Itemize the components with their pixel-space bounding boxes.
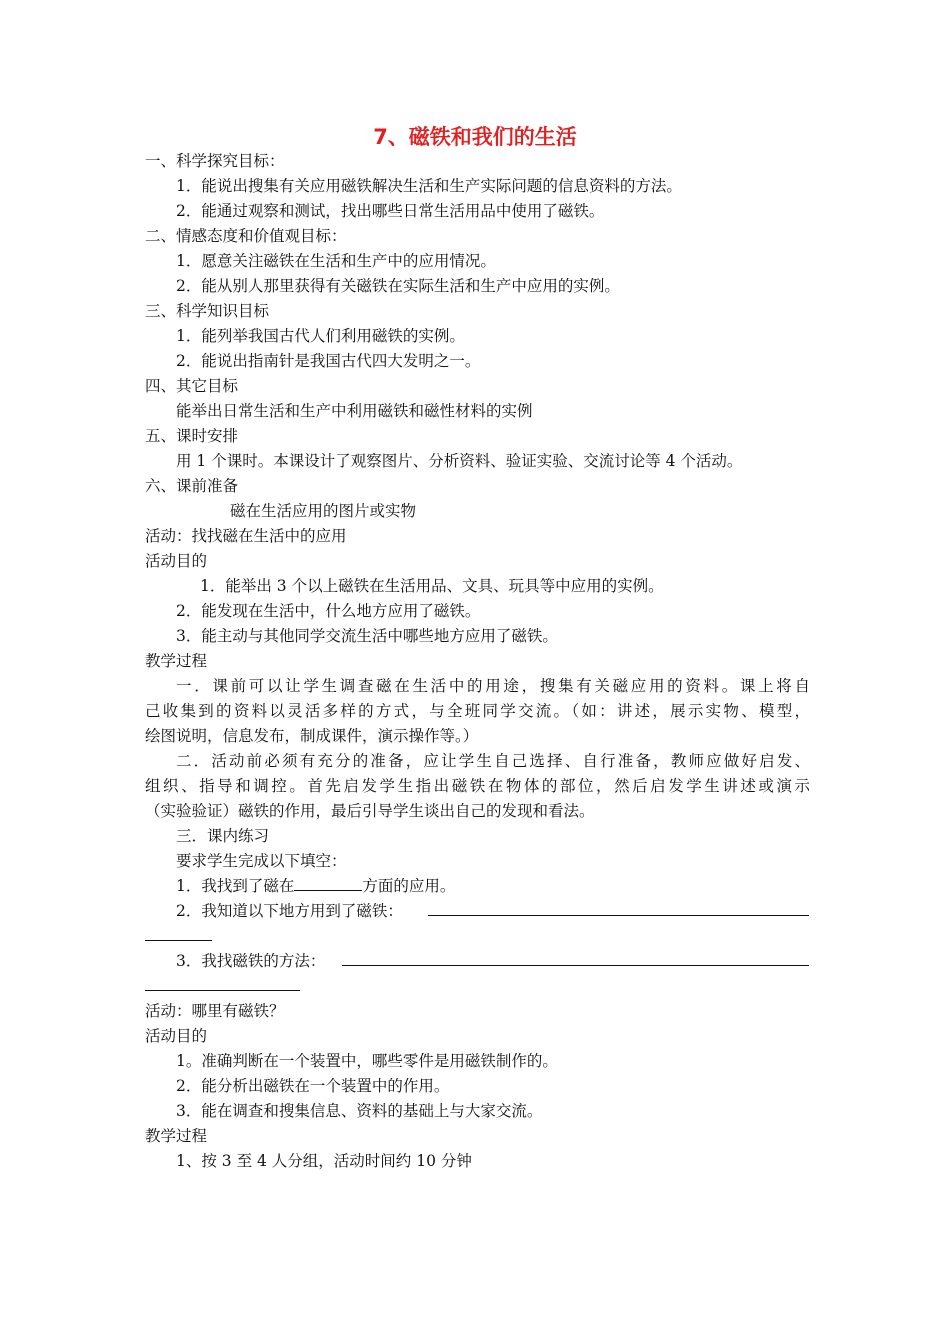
list-item: 1．能说出搜集有关应用磁铁解决生活和生产实际问题的信息资料的方法。 <box>176 177 682 195</box>
subsection-heading: 活动目的 <box>145 552 208 570</box>
paragraph: 要求学生完成以下填空： <box>176 852 347 870</box>
document-title: 7、磁铁和我们的生活 <box>373 125 577 149</box>
list-item: 1．能举出 3 个以上磁铁在生活用品、文具、玩具等中应用的实例。 <box>200 577 664 595</box>
fill-in-blank <box>145 989 300 991</box>
list-item: 1．能列举我国古代人们利用磁铁的实例。 <box>176 327 465 345</box>
list-item: 2．能分析出磁铁在一个装置中的作用。 <box>176 1077 450 1095</box>
paragraph-line: 组织、指导和调控。首先启发学生指出磁铁在物体的部位，然后启发学生讲述或演示 <box>145 777 810 795</box>
list-item: 2．能说出指南针是我国古代四大发明之一。 <box>176 352 481 370</box>
list-item: 3．能在调查和搜集信息、资料的基础上与大家交流。 <box>176 1102 543 1120</box>
paragraph-line: 绘图说明，信息发布，制成课件，演示操作等。） <box>145 727 479 745</box>
section-heading: 一、科学探究目标： <box>145 152 285 170</box>
fill-in-prompt: 2．我知道以下地方用到了磁铁： <box>176 902 403 920</box>
paragraph: 磁在生活应用的图片或实物 <box>230 502 417 520</box>
fill-in-prompt: 3．我找磁铁的方法： <box>176 952 326 970</box>
subsection-heading: 教学过程 <box>145 1127 208 1145</box>
fill-in-blank <box>145 939 212 941</box>
paragraph-line: （实验验证）磁铁的作用，最后引导学生谈出自己的发现和看法。 <box>145 802 595 820</box>
subsection-heading: 三．课内练习 <box>176 827 270 845</box>
paragraph-line: 二．活动前必须有充分的准备，应让学生自己选择、自行准备，教师应做好启发、 <box>176 752 810 770</box>
fill-in-suffix: 方面的应用。 <box>362 877 456 895</box>
fill-in-item <box>176 874 841 899</box>
section-heading: 四、其它目标 <box>145 377 239 395</box>
fill-in-blank <box>428 914 809 916</box>
paragraph: 能举出日常生活和生产中利用磁铁和磁性材料的实例 <box>176 402 533 420</box>
fill-in-prompt: 1．我找到了磁在 <box>176 877 295 895</box>
subsection-heading: 教学过程 <box>145 652 208 670</box>
section-heading: 六、课前准备 <box>145 477 239 495</box>
list-item: 1。准确判断在一个装置中，哪些零件是用磁铁制作的。 <box>176 1052 558 1070</box>
list-item: 2．能发现在生活中，什么地方应用了磁铁。 <box>176 602 481 620</box>
subsection-heading: 活动目的 <box>145 1027 208 1045</box>
section-heading: 三、科学知识目标 <box>145 302 270 320</box>
section-heading: 五、课时安排 <box>145 427 239 445</box>
fill-in-blank <box>294 874 362 891</box>
paragraph: 1、按 3 至 4 人分组，活动时间约 10 分钟 <box>176 1152 472 1170</box>
list-item: 1．愿意关注磁铁在生活和生产中的应用情况。 <box>176 252 496 270</box>
paragraph-line: 一．课前可以让学生调查磁在生活中的用途，搜集有关磁应用的资料。课上将自 <box>176 677 810 695</box>
activity-heading: 活动：哪里有磁铁？ <box>145 1002 285 1020</box>
paragraph: 用 1 个课时。本课设计了观察图片、分析资料、验证实验、交流讨论等 4 个活动。 <box>176 452 743 470</box>
activity-heading: 活动：找找磁在生活中的应用 <box>145 527 347 545</box>
fill-in-blank <box>342 964 809 966</box>
list-item: 2．能从别人那里获得有关磁铁在实际生活和生产中应用的实例。 <box>176 277 620 295</box>
list-item: 2．能通过观察和测试，找出哪些日常生活用品中使用了磁铁。 <box>176 202 605 220</box>
list-item: 3．能主动与其他同学交流生活中哪些地方应用了磁铁。 <box>176 627 558 645</box>
paragraph-line: 己收集到的资料以灵活多样的方式，与全班同学交流。（如：讲述，展示实物、模型， <box>145 702 810 720</box>
section-heading: 二、情感态度和价值观目标： <box>145 227 347 245</box>
